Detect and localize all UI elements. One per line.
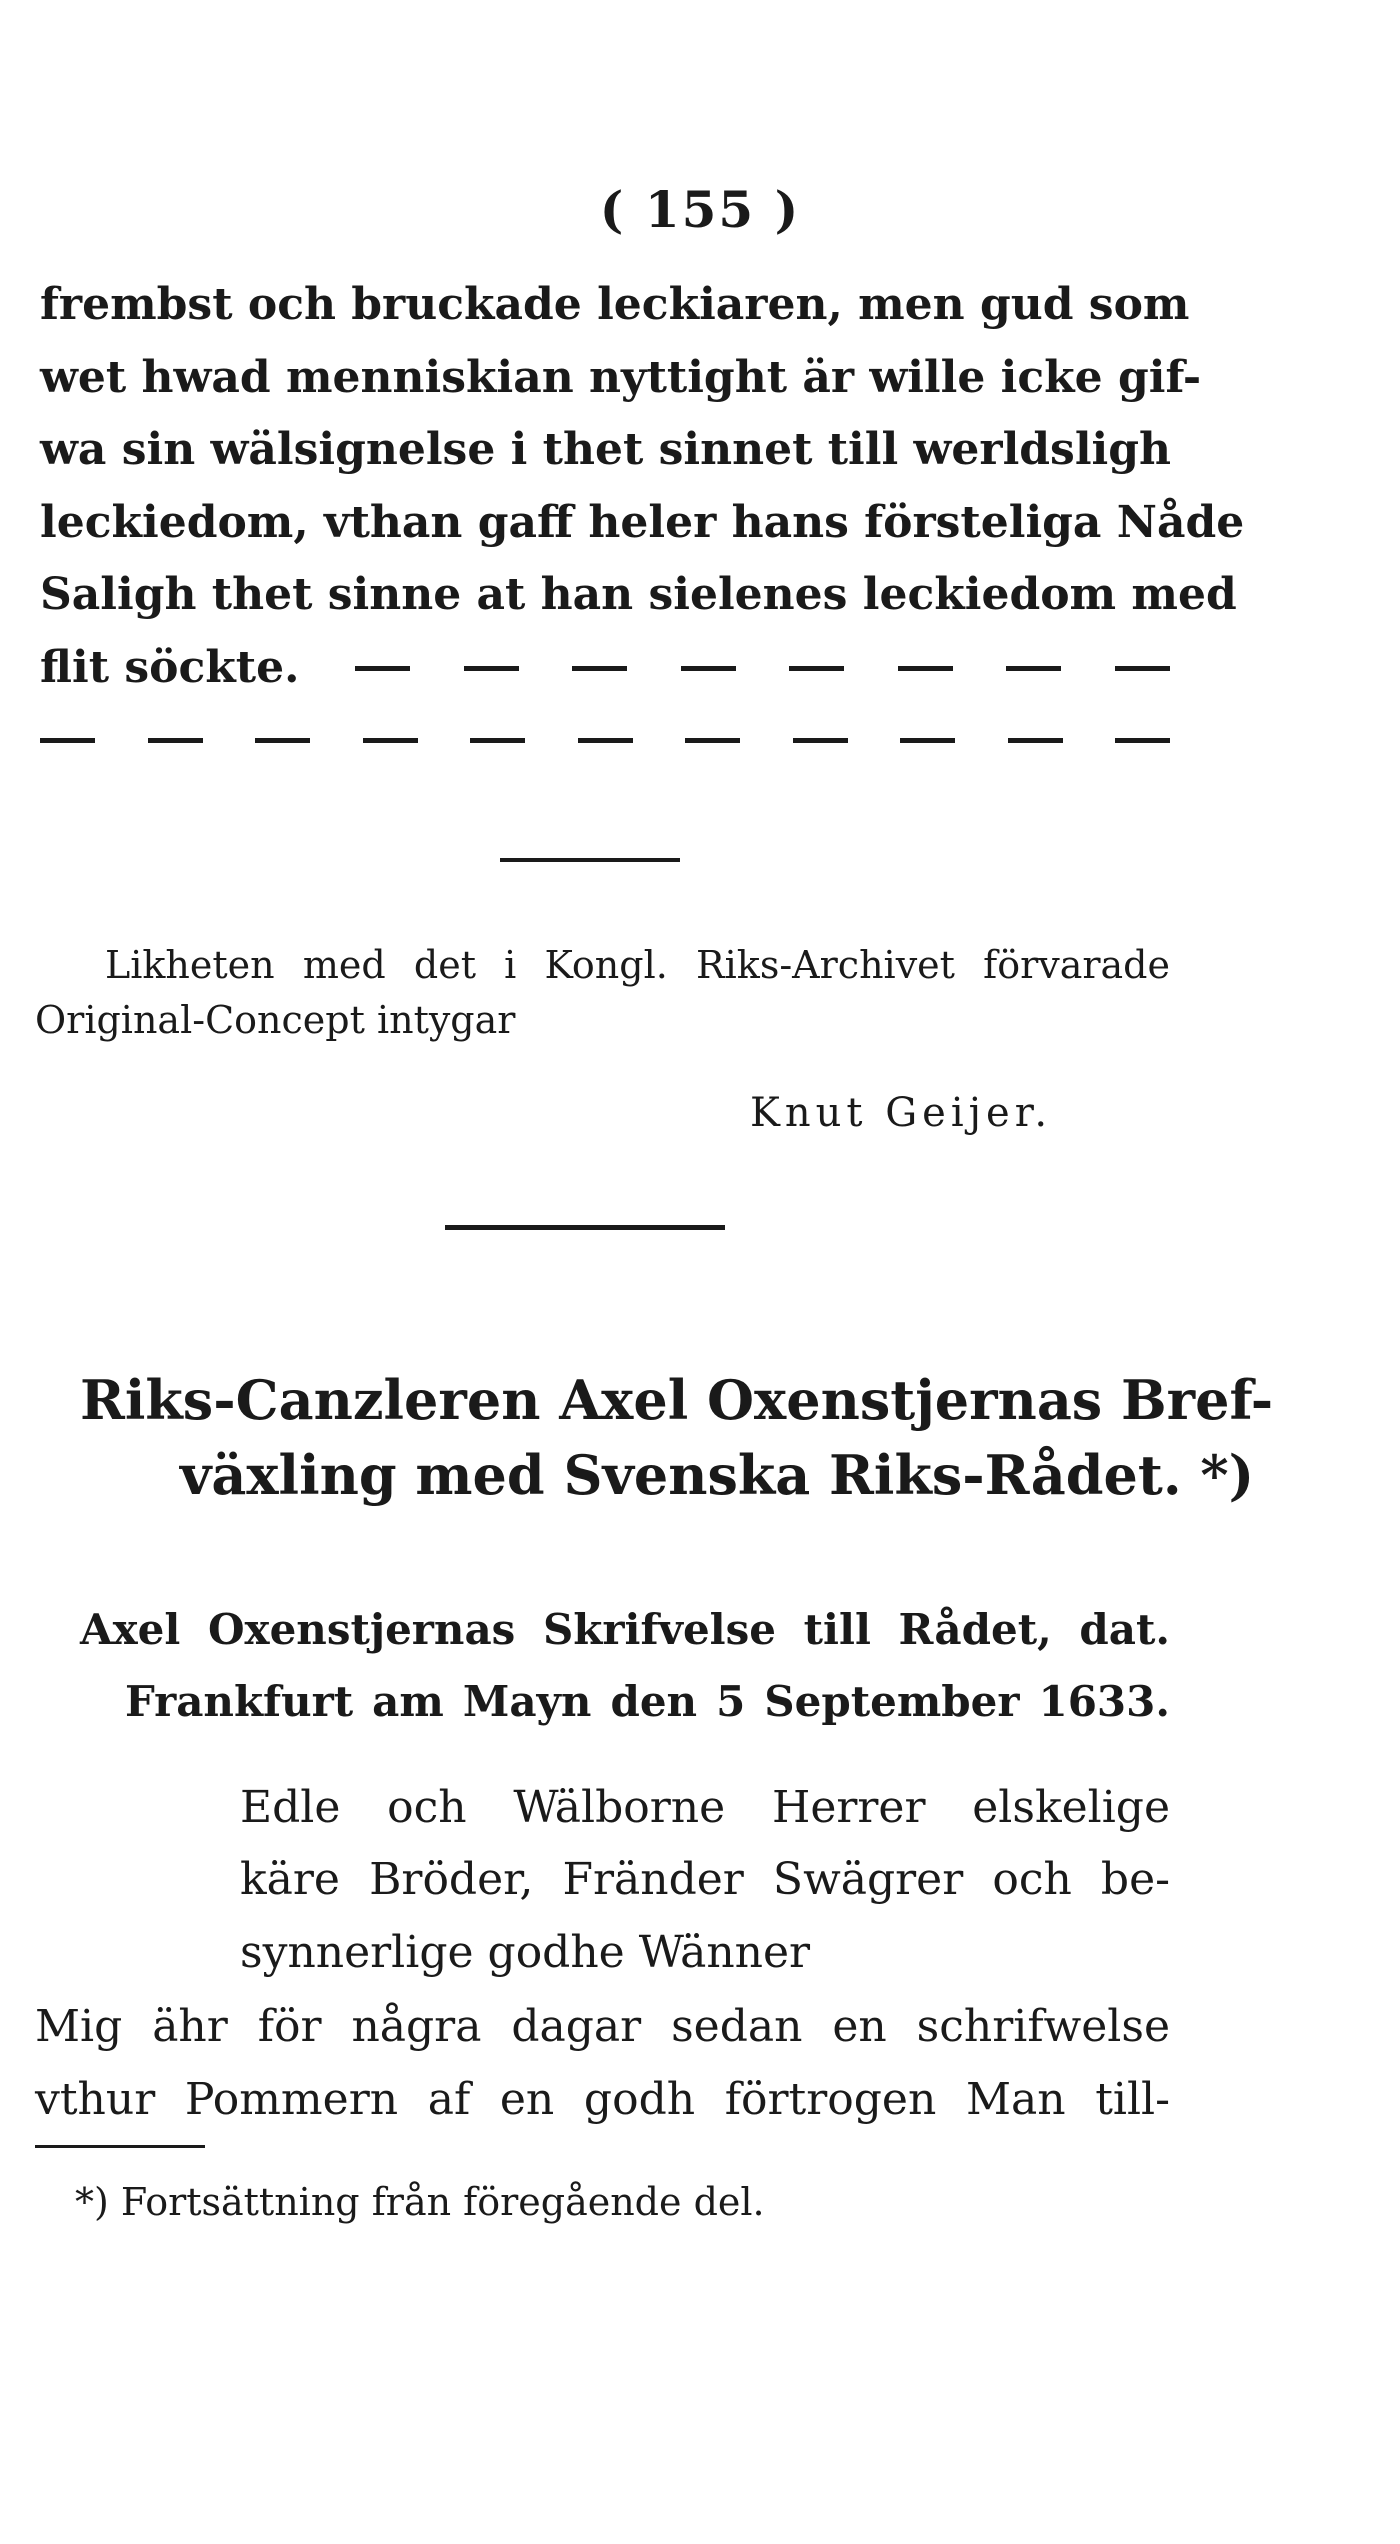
separator-rule: [500, 858, 680, 862]
dash: [1115, 666, 1170, 671]
salutation-line: Edle och Wälborne Herrer elskelige: [240, 1782, 1170, 1833]
dash: [1115, 738, 1170, 743]
letter-body-line: vthur Pommern af en godh förtrogen Man till-: [35, 2074, 1170, 2125]
body-line: frembst och bruckade leckiaren, men gud som: [40, 279, 1190, 330]
dash: [900, 738, 955, 743]
letter-body-line: Mig ähr för några dagar sedan en schrifwelse: [35, 2001, 1170, 2052]
body-line: Saligh thet sinne at han sielenes leckiedom med: [40, 569, 1237, 620]
salutation-line: käre Bröder, Fränder Swägrer och be-: [240, 1854, 1170, 1905]
dash: [363, 738, 418, 743]
attestation-line: Likheten med det i Kongl. Riks-Archivet förvarade: [105, 943, 1170, 987]
body-line-end: flit söckte.: [40, 642, 300, 693]
dash-row: [355, 638, 1170, 698]
dash: [681, 666, 736, 671]
dash: [255, 738, 310, 743]
footnote-rule: [35, 2145, 205, 2148]
salutation-line: synnerlige godhe Wänner: [240, 1927, 811, 1978]
attestation-line: Original-Concept intygar: [35, 998, 516, 1042]
signature: Knut Geijer.: [750, 1090, 1053, 1136]
footnote: *) Fortsättning från föregående del.: [75, 2180, 765, 2224]
separator-rule: [445, 1225, 725, 1230]
dash: [898, 666, 953, 671]
letter-subtitle: Axel Oxenstjernas Skrifvelse till Rådet, dat.: [80, 1605, 1170, 1654]
dash: [1008, 738, 1063, 743]
dash: [685, 738, 740, 743]
body-line: wa sin wälsignelse i thet sinnet till werldsligh: [40, 424, 1172, 475]
body-line: leckiedom, vthan gaff heler hans försteliga Nåde: [40, 497, 1245, 548]
dash-row: [40, 710, 1170, 770]
dash: [1006, 666, 1061, 671]
dash: [578, 738, 633, 743]
section-title: Riks-Canzleren Axel Oxenstjernas Bref-: [80, 1368, 1274, 1432]
letter-subtitle: Frankfurt am Mayn den 5 September 1633.: [125, 1677, 1170, 1726]
dash: [355, 666, 410, 671]
dash: [40, 738, 95, 743]
body-line: wet hwad menniskian nyttight är wille icke gif-: [40, 352, 1202, 403]
dash: [148, 738, 203, 743]
section-title: växling med Svenska Riks-Rådet. *): [180, 1443, 1255, 1507]
dash: [793, 738, 848, 743]
dash: [464, 666, 519, 671]
page-number: ( 155 ): [599, 180, 801, 239]
dash: [789, 666, 844, 671]
dash: [470, 738, 525, 743]
dash: [572, 666, 627, 671]
